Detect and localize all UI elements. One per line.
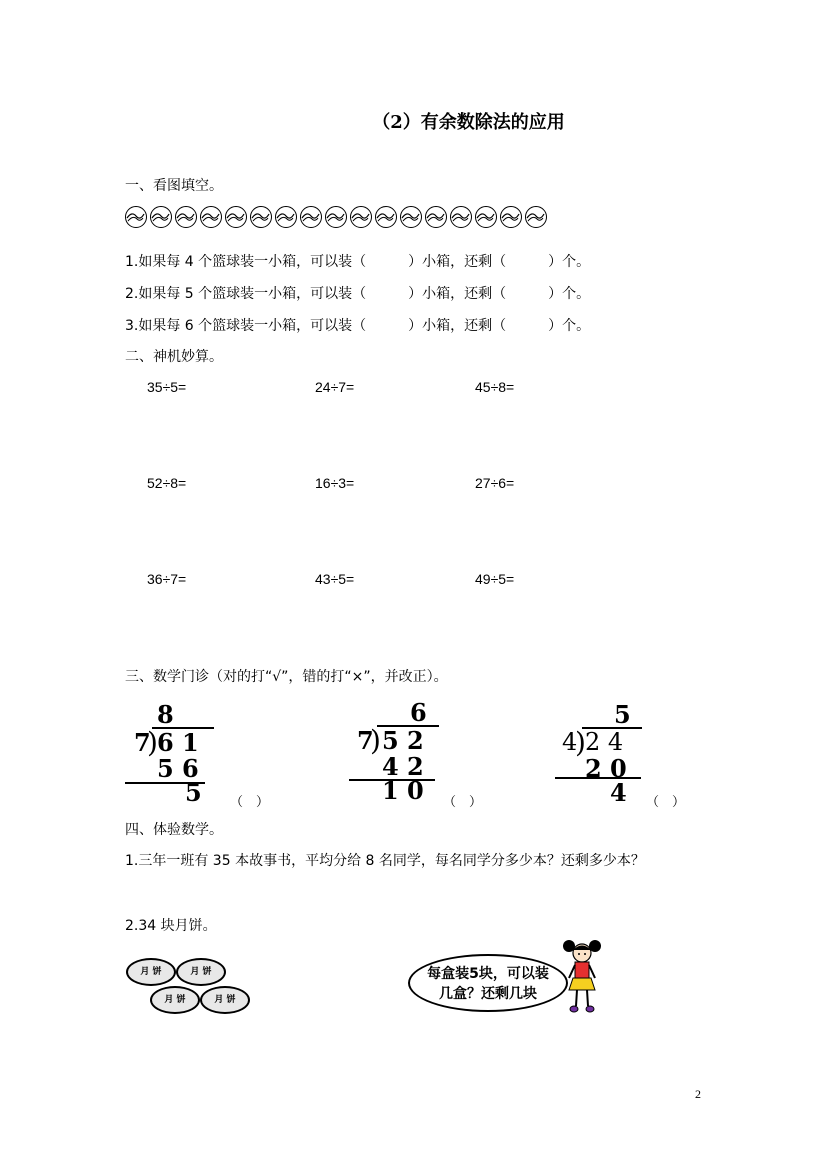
mooncake-image: 月 饼 — [126, 958, 176, 986]
basketball-icon — [425, 206, 447, 228]
dividend: 2 4 — [585, 728, 624, 756]
calc-item: 24÷7= — [315, 379, 355, 395]
calc-item: 49÷5= — [475, 571, 515, 587]
basketball-icon — [150, 206, 172, 228]
division-bracket: ) — [370, 724, 381, 757]
calc-item: 45÷8= — [475, 379, 515, 395]
product: 4 2 — [382, 752, 424, 781]
calc-item: 27÷6= — [475, 475, 515, 491]
remainder: 1 0 — [382, 776, 424, 805]
calc-item: 35÷5= — [147, 379, 187, 395]
basketball-icon — [525, 206, 547, 228]
answer-mark-1: （ ） — [230, 795, 270, 810]
basketball-icon — [325, 206, 347, 228]
basketball-icon — [175, 206, 197, 228]
remainder: 5 — [185, 778, 202, 807]
girl-illustration — [560, 938, 604, 1018]
basketball-icon — [300, 206, 322, 228]
bubble-line-2: 几盒？还剩几块 — [439, 986, 537, 1002]
basketball-icon — [375, 206, 397, 228]
divisor: 4 — [562, 728, 578, 756]
section1-heading: 一、看图填空。 — [125, 178, 223, 194]
answer-mark-3: （ ） — [646, 795, 686, 810]
bubble-line-1: 每盒装5块，可以装 — [427, 966, 549, 982]
division-bracket: ) — [147, 726, 158, 759]
mooncake-image: 月 饼 — [150, 986, 200, 1014]
quotient: 6 — [410, 698, 427, 727]
question-4-2: 2.34 块月饼。 — [125, 918, 217, 934]
long-division-3 — [560, 700, 660, 810]
dividend: 5 2 — [382, 726, 424, 755]
long-division-2 — [355, 698, 455, 808]
calc-item: 16÷3= — [315, 475, 355, 491]
basketball-icon — [450, 206, 472, 228]
basketball-icon — [225, 206, 247, 228]
basketball-icon — [200, 206, 222, 228]
basketball-icon — [500, 206, 522, 228]
calc-item: 43÷5= — [315, 571, 355, 587]
basketball-icon — [250, 206, 272, 228]
section3-heading: 三、数学门诊（对的打“√”，错的打“×”，并改正）。 — [125, 669, 448, 685]
question-4-1: 1.三年一班有 35 本故事书，平均分给 8 名同学，每名同学分多少本？还剩多少本？ — [125, 853, 645, 869]
page-number: 2 — [695, 1087, 701, 1101]
basketball-icon — [350, 206, 372, 228]
question-1-2: 2.如果每 5 个篮球装一小箱，可以装（ ）小箱，还剩（ ）个。 — [125, 286, 591, 302]
question-1-3: 3.如果每 6 个篮球装一小箱，可以装（ ）小箱，还剩（ ）个。 — [125, 318, 591, 334]
question-1-1: 1.如果每 4 个篮球装一小箱，可以装（ ）小箱，还剩（ ）个。 — [125, 254, 591, 270]
basketball-icon — [125, 206, 147, 228]
long-division-1 — [130, 700, 230, 810]
divisor: 7 — [134, 728, 151, 757]
section2-heading: 二、神机妙算。 — [125, 349, 223, 365]
divisor: 7 — [357, 726, 374, 755]
product: 2 0 — [585, 754, 627, 783]
basketball-icon — [275, 206, 297, 228]
calc-item: 36÷7= — [147, 571, 187, 587]
quotient: 5 — [614, 700, 631, 729]
quotient: 8 — [157, 700, 174, 729]
speech-bubble — [408, 954, 568, 1012]
basketball-icon — [475, 206, 497, 228]
remainder: 4 — [610, 778, 627, 807]
answer-mark-2: （ ） — [443, 795, 483, 810]
mooncake-image: 月 饼 — [200, 986, 250, 1014]
basketball-icon — [400, 206, 422, 228]
calc-item: 52÷8= — [147, 475, 187, 491]
division-bracket: ) — [575, 726, 586, 759]
dividend: 6 1 — [157, 728, 199, 757]
mooncake-image: 月 饼 — [176, 958, 226, 986]
section4-heading: 四、体验数学。 — [125, 822, 223, 838]
page-title: （2）有余数除法的应用 — [372, 112, 565, 133]
product: 5 6 — [157, 754, 199, 783]
